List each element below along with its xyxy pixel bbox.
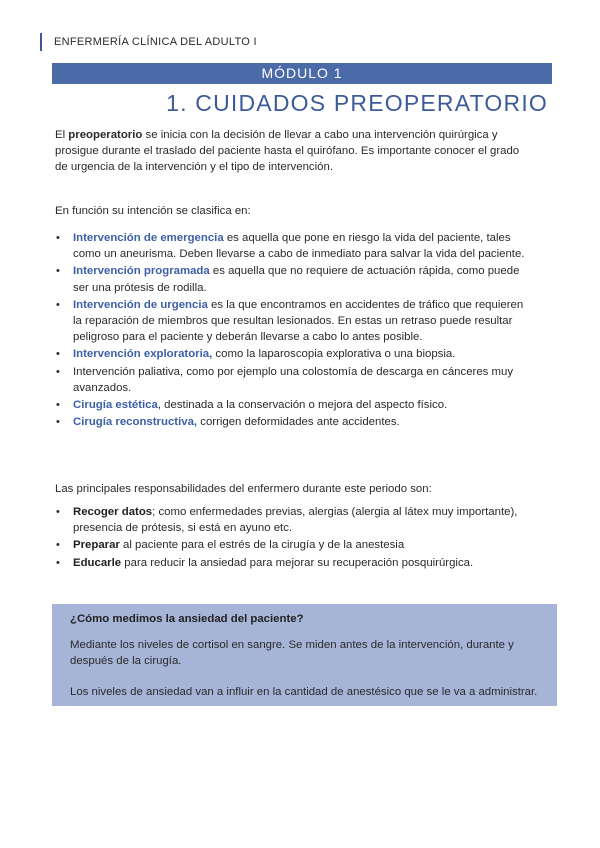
- list-item: [55, 297, 530, 346]
- list-item: [55, 555, 530, 571]
- list-item: [55, 397, 530, 413]
- bullet-icon: •: [56, 416, 60, 429]
- intro-paragraph: [55, 127, 525, 175]
- box-answer-1: Mediante los niveles de cortisol en sangre. Se miden antes de la intervención, durante y después de la cirugía.: [70, 639, 514, 667]
- list-item-text: al paciente para el estrés de la cirugía y de la anestesia: [119, 539, 405, 552]
- bullet-icon: •: [56, 365, 60, 378]
- list-item-term: Preparar: [73, 539, 120, 552]
- box-question: ¿Cómo medimos la ansiedad del paciente?: [70, 613, 304, 625]
- intro-rest: se inicia con la decisión de llevar a cabo una intervención quirúrgica y prosigue durante el traslado del paciente hasta el quirófano. Es importante conocer el grado de urgencia de la intervención y el tipo de intervención.: [55, 129, 520, 173]
- intro-bold-term: preoperatorio: [68, 129, 143, 141]
- page-title: 1. CUIDADOS PREOPERATORIO: [166, 90, 548, 116]
- intro-lead: El: [55, 129, 69, 141]
- module-banner: MÓDULO 1: [52, 63, 552, 84]
- bullet-icon: •: [56, 298, 60, 311]
- list-item-text: es aquella que no requiere de actuación rápida, como puede ser una prótesis de rodilla.: [73, 265, 520, 294]
- list-item-text: , destinada a la conservación o mejora del aspecto físico.: [157, 399, 448, 412]
- list-item: [55, 230, 530, 262]
- list-item: [55, 504, 530, 536]
- list-item-text: para reducir la ansiedad para mejorar su recuperación posquirúrgica.: [121, 556, 474, 569]
- intervention-types-list: [55, 230, 530, 431]
- list-item: [55, 414, 530, 430]
- anxiety-info-box: [52, 604, 557, 706]
- list-item-term: Cirugía reconstructiva,: [73, 416, 198, 429]
- classification-intro: En función su intención se clasifica en:: [55, 205, 251, 217]
- bullet-icon: •: [56, 539, 60, 552]
- bullet-icon: •: [56, 556, 60, 569]
- bullet-icon: •: [56, 399, 60, 412]
- list-item-text: corrigen deformidades ante accidentes.: [197, 416, 400, 429]
- list-item: [55, 364, 530, 396]
- list-item-text: ; como enfermedades previas, alergias (alergia al látex muy importante), presencia de prótesis, si está en ayuno etc.: [73, 506, 518, 535]
- bullet-icon: •: [56, 348, 60, 361]
- list-item-term: Cirugía estética: [73, 399, 158, 412]
- list-item-term: Educarle: [73, 556, 122, 569]
- box-answer-2: Los niveles de ansiedad van a influir en la cantidad de anestésico que se le va a administrar.: [70, 686, 538, 698]
- list-item-term: Intervención de emergencia: [73, 232, 224, 244]
- list-item-term: Intervención exploratoria,: [73, 348, 213, 361]
- responsibilities-intro: Las principales responsabilidades del enfermero durante este periodo son:: [55, 483, 432, 495]
- list-item: [55, 346, 530, 362]
- list-item-text: como la laparoscopia explorativa o una biopsia.: [212, 348, 456, 361]
- list-item-term: Intervención de urgencia: [73, 298, 208, 311]
- bullet-icon: •: [56, 232, 60, 244]
- list-item-text: es aquella que pone en riesgo la vida del paciente, tales como un aneurisma. Deben llevarse a cabo de inmediato para salvar la vida del paciente.: [73, 232, 525, 261]
- list-item-text: Intervención paliativa, como por ejemplo una colostomía de descarga en cánceres muy avanzados.: [73, 365, 514, 394]
- list-item-term: Recoger datos: [73, 506, 153, 518]
- list-item-term: Intervención programada: [73, 265, 210, 278]
- responsibilities-list: [55, 504, 530, 572]
- list-item-text: es la que encontramos en accidentes de tráfico que requieren la reparación de miembros que resultan lesionados. En estas un retraso puede resultar peligroso para el paciente y deberán llevarse a cabo lo antes posible.: [73, 298, 524, 344]
- bullet-icon: •: [56, 265, 60, 278]
- bullet-icon: •: [56, 506, 60, 518]
- list-item: [55, 537, 530, 553]
- course-header: ENFERMERÍA CLÍNICA DEL ADULTO I: [40, 33, 257, 51]
- list-item: [55, 263, 530, 295]
